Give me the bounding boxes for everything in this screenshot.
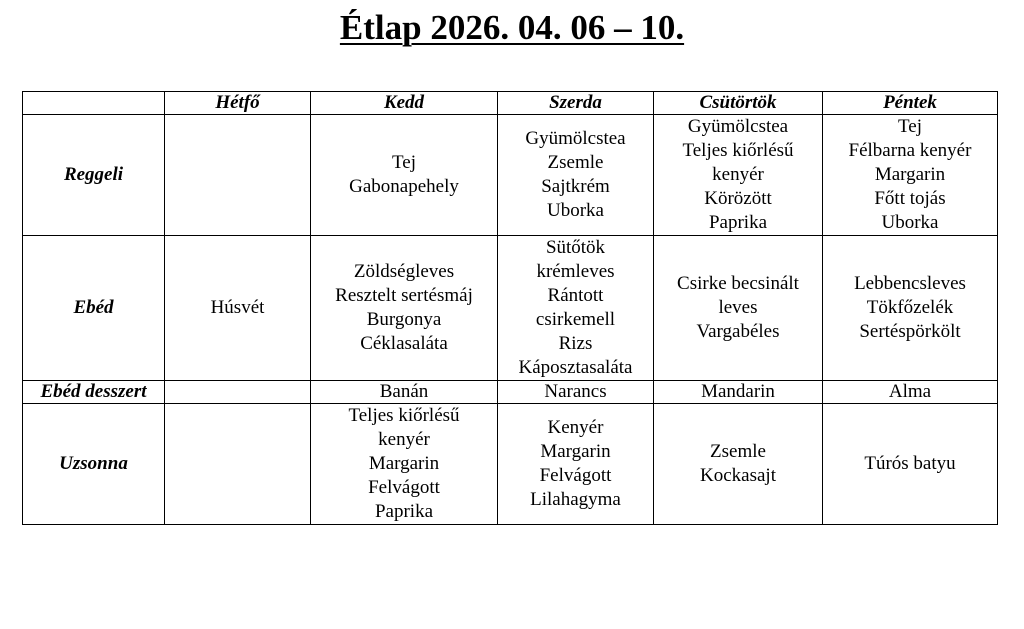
menu-cell (311, 381, 498, 404)
day-header: Szerda (498, 92, 654, 115)
meal-row (23, 236, 998, 381)
menu-cell (823, 236, 998, 381)
menu-cell (823, 381, 998, 404)
menu-item: Gabonapehely (349, 176, 459, 197)
menu-cell (311, 115, 498, 236)
meal-row (23, 115, 998, 236)
page-title: Étlap 2026. 04. 06 – 10. (339, 8, 685, 47)
menu-item: Narancs (544, 381, 607, 402)
menu-item: Paprika (708, 212, 768, 233)
meal-label: Ebéd (23, 236, 165, 381)
menu-item: kenyér (712, 164, 764, 185)
meal-label: Ebéd desszert (23, 381, 165, 404)
menu-cell (498, 381, 654, 404)
menu-item: Banán (379, 381, 429, 402)
meal-row (23, 404, 998, 525)
day-header: Hétfő (165, 92, 311, 115)
menu-cell (654, 115, 823, 236)
menu-cell (165, 404, 311, 525)
menu-item: Margarin (874, 164, 946, 185)
menu-cell (498, 115, 654, 236)
menu-item: Tej (898, 116, 922, 137)
menu-cell (165, 236, 311, 381)
day-header: Péntek (823, 92, 998, 115)
menu-item: Húsvét (210, 297, 265, 318)
menu-item: Rántott (547, 285, 604, 306)
menu-item: Céklasaláta (360, 333, 448, 354)
menu-cell (165, 115, 311, 236)
menu-item: Uborka (881, 212, 939, 233)
menu-item: csirkemell (535, 309, 616, 330)
menu-item: Teljes kiőrlésű (348, 405, 460, 426)
day-header: Csütörtök (654, 92, 823, 115)
menu-cell (654, 236, 823, 381)
menu-cell (823, 115, 998, 236)
menu-item: Margarin (368, 453, 440, 474)
menu-item: Káposztasaláta (518, 357, 633, 378)
menu-cell (165, 381, 311, 404)
menu-item: Alma (888, 381, 932, 402)
menu-item: Sajtkrém (541, 176, 610, 197)
day-header: Kedd (311, 92, 498, 115)
menu-table (22, 91, 998, 525)
menu-item: Gyümölcstea (687, 116, 789, 137)
menu-item: Zöldségleves (353, 261, 455, 282)
menu-cell (498, 236, 654, 381)
menu-item: Paprika (374, 501, 434, 522)
menu-item: kenyér (378, 429, 430, 450)
menu-body (23, 115, 998, 525)
menu-item: Lilahagyma (530, 489, 621, 510)
menu-item: Főtt tojás (874, 188, 946, 209)
menu-item: Gyümölcstea (525, 128, 626, 149)
menu-item: Felvágott (539, 465, 612, 486)
menu-item: Teljes kiőrlésű (682, 140, 794, 161)
menu-item: Resztelt sertésmáj (335, 285, 473, 306)
menu-item: Zsemle (710, 441, 766, 462)
menu-item: krémleves (536, 261, 615, 282)
menu-cell (311, 236, 498, 381)
menu-item: Sertéspörkölt (859, 321, 961, 342)
menu-item: Margarin (540, 441, 611, 462)
menu-cell (311, 404, 498, 525)
menu-item: Burgonya (366, 309, 442, 330)
menu-item: Uborka (547, 200, 604, 221)
menu-item: Félbarna kenyér (848, 140, 972, 161)
menu-cell (654, 381, 823, 404)
meal-row (23, 381, 998, 404)
menu-item: Sütőtök (545, 237, 606, 258)
menu-item: Rizs (558, 333, 593, 354)
menu-item: Felvágott (368, 477, 440, 498)
menu-item: Lebbencsleves (854, 273, 966, 294)
menu-item: Vargabéles (696, 321, 780, 342)
menu-item: leves (718, 297, 758, 318)
menu-cell (654, 404, 823, 525)
menu-item: Csirke becsinált (677, 273, 799, 294)
menu-item: Tej (392, 152, 416, 173)
menu-item: Körözött (704, 188, 772, 209)
menu-item: Zsemle (547, 152, 604, 173)
menu-item: Mandarin (701, 381, 775, 402)
menu-item: Tökfőzelék (866, 297, 954, 318)
corner-cell (23, 92, 165, 115)
menu-cell (823, 404, 998, 525)
header-row (23, 92, 998, 115)
menu-cell (498, 404, 654, 525)
menu-item: Kockasajt (700, 465, 776, 486)
menu-item: Túrós batyu (864, 453, 956, 474)
meal-label: Reggeli (23, 115, 165, 236)
menu-item: Kenyér (547, 417, 604, 438)
meal-label: Uzsonna (23, 404, 165, 525)
